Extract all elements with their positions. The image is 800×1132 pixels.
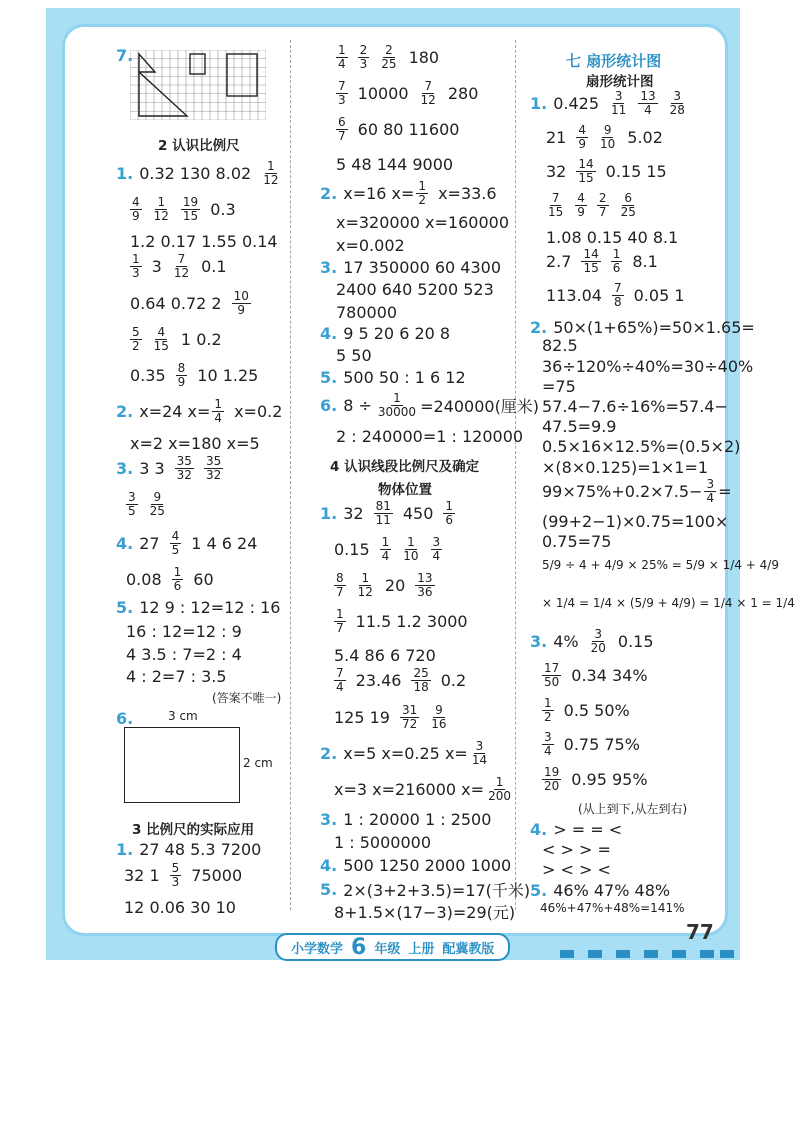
c2-q3-row-2: 2400 640 5200 523: [336, 280, 494, 299]
fraction: 5 3: [171, 861, 180, 889]
s4-q1-row-2: 0.15 1 4 1 10 3 4: [334, 535, 441, 563]
fraction: 1 12: [153, 195, 169, 223]
fraction: 9 10: [600, 123, 616, 151]
c3-q3-row-3: 1 2 0.5 50%: [544, 696, 630, 724]
s2-q5-row-4: 4 : 2=7 : 3.5: [126, 667, 227, 686]
s4-q1-row-7: 125 19 31 72 9 16: [334, 703, 447, 731]
c3-q1-row-5: 1.08 0.15 40 8.1: [546, 228, 679, 247]
fraction: 4 5: [171, 529, 180, 557]
fraction: 25 18: [413, 666, 429, 694]
s4-q1-row-4: 1 7 11.5 1.2 3000: [336, 607, 468, 635]
fraction: 2 3: [359, 43, 368, 71]
c3-q4-row-3: > < > <: [542, 860, 611, 879]
s2-q5-row-2: 16 : 12=12 : 9: [126, 622, 242, 641]
column-divider: [515, 40, 516, 910]
c3-q2-line-4: =75: [542, 377, 576, 396]
footer-subject: 小学数学: [291, 941, 344, 957]
s2-q1-row-6: 5 2 4 15 1 0.2: [132, 325, 222, 353]
fraction: 14 15: [583, 247, 599, 275]
fraction: 1 12: [357, 571, 373, 599]
fraction: 4 9: [132, 195, 140, 223]
s2-q6: 6.: [116, 709, 134, 728]
fraction: 1 10: [403, 535, 419, 563]
grid-figure: [130, 50, 266, 120]
fraction: $\frac{1}{200}$: [488, 775, 511, 803]
fraction: 7 12: [173, 252, 190, 280]
c3-q2-line-5: 57.4−7.6÷16%=57.4−: [542, 397, 728, 416]
fraction: 7 3: [338, 79, 346, 107]
c3-q3-row-5: 19 20 0.95 95%: [544, 765, 648, 793]
fraction: 1 6: [445, 499, 454, 527]
c2-q4-row-1: 4. 9 5 20 6 20 8: [320, 324, 451, 343]
rect-width-label: 3 cm: [168, 709, 198, 723]
footer-edition: 配冀教版: [442, 941, 495, 957]
fraction: $\frac{3}{4}$: [706, 477, 715, 505]
answer-note: (答案不唯一): [212, 691, 282, 705]
fraction: 1 3: [132, 252, 140, 280]
fraction: 17 50: [544, 661, 560, 689]
fraction: 1 6: [612, 247, 621, 275]
fraction: 35 32: [205, 454, 222, 482]
fraction: 2 25: [381, 43, 397, 71]
s4-q1-row-1: 1. 32 81 11 450 1 6: [320, 499, 454, 527]
c3-q2-line-8: ×(8×0.125)=1×1=1: [542, 458, 709, 477]
c3-q2-line-3: 36÷120%÷40%=30÷40%: [542, 357, 754, 376]
subsection-title: 扇形统计图: [586, 74, 654, 90]
fraction: 14 15: [578, 157, 594, 185]
s2-q3-row-2: [126, 491, 167, 517]
section-4-title: 4 认识线段比例尺及确定: [330, 459, 480, 475]
section-2-title: 2 认识比例尺: [158, 138, 240, 154]
c3-q2-line-9: 99×75%+0.2×7.5− $\frac{3}{4}$ =: [542, 477, 732, 505]
c3-q2-line-11: 0.75=75: [542, 532, 612, 551]
c3-q2-line-1: 2. 50×(1+65%)=50×1.65=: [530, 318, 755, 337]
page-number: 77: [686, 920, 714, 944]
c3-q4-row-2: < > > =: [542, 840, 611, 859]
c3-q2-line-7: 0.5×16×12.5%=(0.5×2): [542, 437, 741, 456]
c3-q3-row-2: 17 50 0.34 34%: [544, 661, 648, 689]
fraction: 35 32: [176, 454, 192, 482]
fraction: 2 7: [598, 191, 607, 219]
c2-row-1: 1 4 2 3 2 25 180: [338, 43, 440, 71]
fraction: 7 4: [336, 666, 344, 694]
fraction: $\frac{1}{2}$: [418, 179, 427, 207]
fraction: 31 72: [401, 703, 418, 731]
fraction: 3 20: [590, 627, 606, 655]
c3-q5-row-2: 46%+47%+48%=141%: [540, 901, 685, 915]
fraction: 19 15: [182, 195, 199, 223]
c2-q2-row-3: x=0.002: [336, 236, 405, 255]
c2-row-3: 6 7 60 80 11600: [338, 115, 460, 143]
s2-q1-row-4: 1 3 3 7 12 0.1: [132, 252, 227, 280]
fraction: 3 4: [544, 730, 552, 758]
section-3-title: 3 比例尺的实际应用: [132, 822, 255, 838]
fraction: 3 5: [128, 490, 136, 518]
c3-q2-line-12: 5/9 ÷ 4 + 4/9 × 25% = 5/9 × 1/4 + 4/9: [542, 558, 779, 572]
fraction: 3 4: [432, 535, 441, 563]
footer-grade-label: 年级: [374, 941, 401, 957]
c3-q1-row-7: 113.04 7 8 0.05 1: [546, 281, 685, 309]
footer-stripe: [616, 950, 630, 958]
fraction: $\frac{3}{14}$: [471, 739, 488, 767]
fraction: 6 7: [338, 115, 346, 143]
fraction: 7 15: [548, 191, 564, 219]
fraction: 9 25: [149, 490, 165, 518]
fraction: 3 28: [669, 89, 685, 117]
s4-q1-row-6: 7 4 23.46 25 18 0.2: [336, 666, 467, 694]
triangle-small: [139, 54, 155, 72]
c2-q3-row-1: 3. 17 350000 60 4300: [320, 258, 501, 277]
c3-q3-row-4: 3 4 0.75 75%: [544, 730, 640, 758]
fraction: 4 9: [577, 191, 585, 219]
fraction: 4 15: [153, 325, 169, 353]
fraction: 1 2: [544, 696, 552, 724]
s3-q1-row-3: 12 0.06 30 10: [124, 898, 236, 917]
fraction: 8 7: [336, 571, 344, 599]
s4-q1-row-5: 5.4 86 6 720: [334, 646, 436, 665]
fraction: 1 12: [263, 159, 279, 187]
question-number: 7.: [116, 46, 134, 65]
s4-q2-row-1: 2. x=5 x=0.25 x= $\frac{3}{14}$: [320, 739, 488, 767]
c2-q3-row-3: 780000: [336, 303, 398, 322]
s2-q1-row-3: 1.2 0.17 1.55 0.14: [130, 232, 278, 251]
c3-q3-row-1: 3. 4% 3 20 0.15: [530, 627, 654, 655]
c2-q5-row-1: 5. 500 50 : 1 6 12: [320, 368, 466, 387]
s4-q2-row-2: x=3 x=216000 x= $\frac{1}{200}$: [334, 775, 511, 803]
fraction: 19 20: [544, 765, 560, 793]
s4-q4-row-1: 4. 500 1250 2000 1000: [320, 856, 512, 875]
footer-stripe: [644, 950, 658, 958]
c2-row-2: 7 3 10000 7 12 280: [338, 79, 479, 107]
footer-grade-number: 6: [351, 934, 367, 960]
c2-q2-row-2: x=320000 x=160000: [336, 213, 509, 232]
s3-q1-row-2: 32 1 5 3 75000: [124, 861, 243, 889]
fraction: 9 16: [431, 703, 447, 731]
column-divider: [290, 40, 291, 910]
fraction: 8 9: [177, 361, 186, 389]
s4-q3-row-1: 3. 1 : 20000 1 : 2500: [320, 810, 492, 829]
s4-q3-row-2: 1 : 5000000: [334, 833, 431, 852]
s4-q5-row-2: 8+1.5×(17−3)=29(元): [334, 903, 516, 922]
c3-q1-row-3: 32 14 15 0.15 15: [546, 157, 667, 185]
fraction: 1 4: [338, 43, 346, 71]
fraction: 5 2: [132, 325, 140, 353]
c3-q1-row-6: 2.7 14 15 1 6 8.1: [546, 247, 658, 275]
fraction: 3 11: [611, 89, 627, 117]
fraction: 13 36: [417, 571, 433, 599]
s2-q5-row-3: 4 3.5 : 7=2 : 4: [126, 645, 242, 664]
s2-q1-row-2: 4 9 1 12 19 15 0.3: [132, 195, 236, 223]
c3-q1-row-4: [546, 192, 638, 218]
q7: [116, 46, 134, 65]
c3-q1-row-1: 1. 0.425 3 11 13 4 3 28: [530, 89, 685, 117]
fraction: 7 8: [613, 281, 622, 309]
fraction: 1 7: [336, 607, 344, 635]
fraction: 6 25: [620, 191, 636, 219]
s2-q4-row-2: 0.08 1 6 60: [126, 565, 214, 593]
footer-term: 上册: [408, 941, 435, 957]
fraction: 81 11: [375, 499, 391, 527]
c2-row-4: 5 48 144 9000: [336, 155, 454, 174]
c3-q2-line-6: 47.5=9.9: [542, 417, 617, 436]
fraction: 1 6: [173, 565, 182, 593]
fraction: $\frac{1}{4}$: [214, 397, 223, 425]
s4-q1-row-3: 8 7 1 12 20 13 36: [336, 571, 433, 599]
c3-q2-line-2: 82.5: [542, 336, 578, 355]
fraction: 7 12: [420, 79, 436, 107]
rect-small: [190, 54, 205, 74]
s2-q1-row-5: 0.64 0.72 2 10 9: [130, 289, 249, 317]
c3-q2-line-13: × 1/4 = 1/4 × (5/9 + 4/9) = 1/4 × 1 = 1/4: [542, 596, 795, 610]
s2-q5-row-1: 5. 12 9 : 12=12 : 16: [116, 598, 281, 617]
rect-height-label: 2 cm: [243, 756, 273, 770]
fraction: 10 9: [233, 289, 249, 317]
c2-q2-row-1: 2. x=16 x= $\frac{1}{2}$ x=33.6: [320, 179, 497, 207]
c3-q2-line-10: (99+2−1)×0.75=100×: [542, 512, 729, 531]
footer-stripe: [560, 950, 574, 958]
fraction: 4 9: [578, 123, 586, 151]
chapter-title: 七 扇形统计图: [566, 52, 662, 70]
s2-q3-row-1: 3. 3 3 35 32 35 32: [116, 454, 222, 482]
c2-q6-row-1: 6. 8 ÷ $\frac{1}{30000}$ =240000(厘米): [320, 391, 540, 419]
fraction: 13 4: [640, 89, 656, 117]
s2-q1-row-1: 1. 0.32 130 8.02 1 12: [116, 159, 279, 187]
s2-q2-row-1: 2. x=24 x= $\frac{1}{4}$ x=0.2: [116, 397, 283, 425]
c3-q1-row-2: 21 4 9 9 10 5.02: [546, 123, 663, 151]
footer-stripe: [700, 950, 714, 958]
footer-stripe: [672, 950, 686, 958]
c3-q4-row-1: 4. > = = <: [530, 820, 623, 839]
s3-q1-row-1: 1. 27 48 5.3 7200: [116, 840, 262, 859]
c2-q6-row-2: 2 : 240000=1 : 120000: [336, 427, 524, 446]
s2-q1-row-7: 0.35 8 9 10 1.25: [130, 361, 259, 389]
drawn-rectangle: [124, 727, 240, 803]
fraction: $\frac{1}{30000}$: [377, 391, 417, 419]
footer-stripe: [720, 950, 734, 958]
s2-q4-row-1: 4. 27 4 5 1 4 6 24: [116, 529, 258, 557]
c3-q5-row-1: 5. 46% 47% 48%: [530, 881, 671, 900]
footer-badge: [275, 933, 510, 961]
s4-q5-row-1: 5. 2×(3+2+3.5)=17(千米): [320, 880, 531, 900]
fraction: 1 4: [381, 535, 390, 563]
section-4-title-line-2: 物体位置: [378, 482, 432, 498]
c2-q4-row-2: 5 50: [336, 346, 372, 365]
answer-note: (从上到下,从左到右): [578, 802, 688, 816]
footer-stripe: [588, 950, 602, 958]
s2-q2-row-2: x=2 x=180 x=5: [130, 434, 260, 453]
